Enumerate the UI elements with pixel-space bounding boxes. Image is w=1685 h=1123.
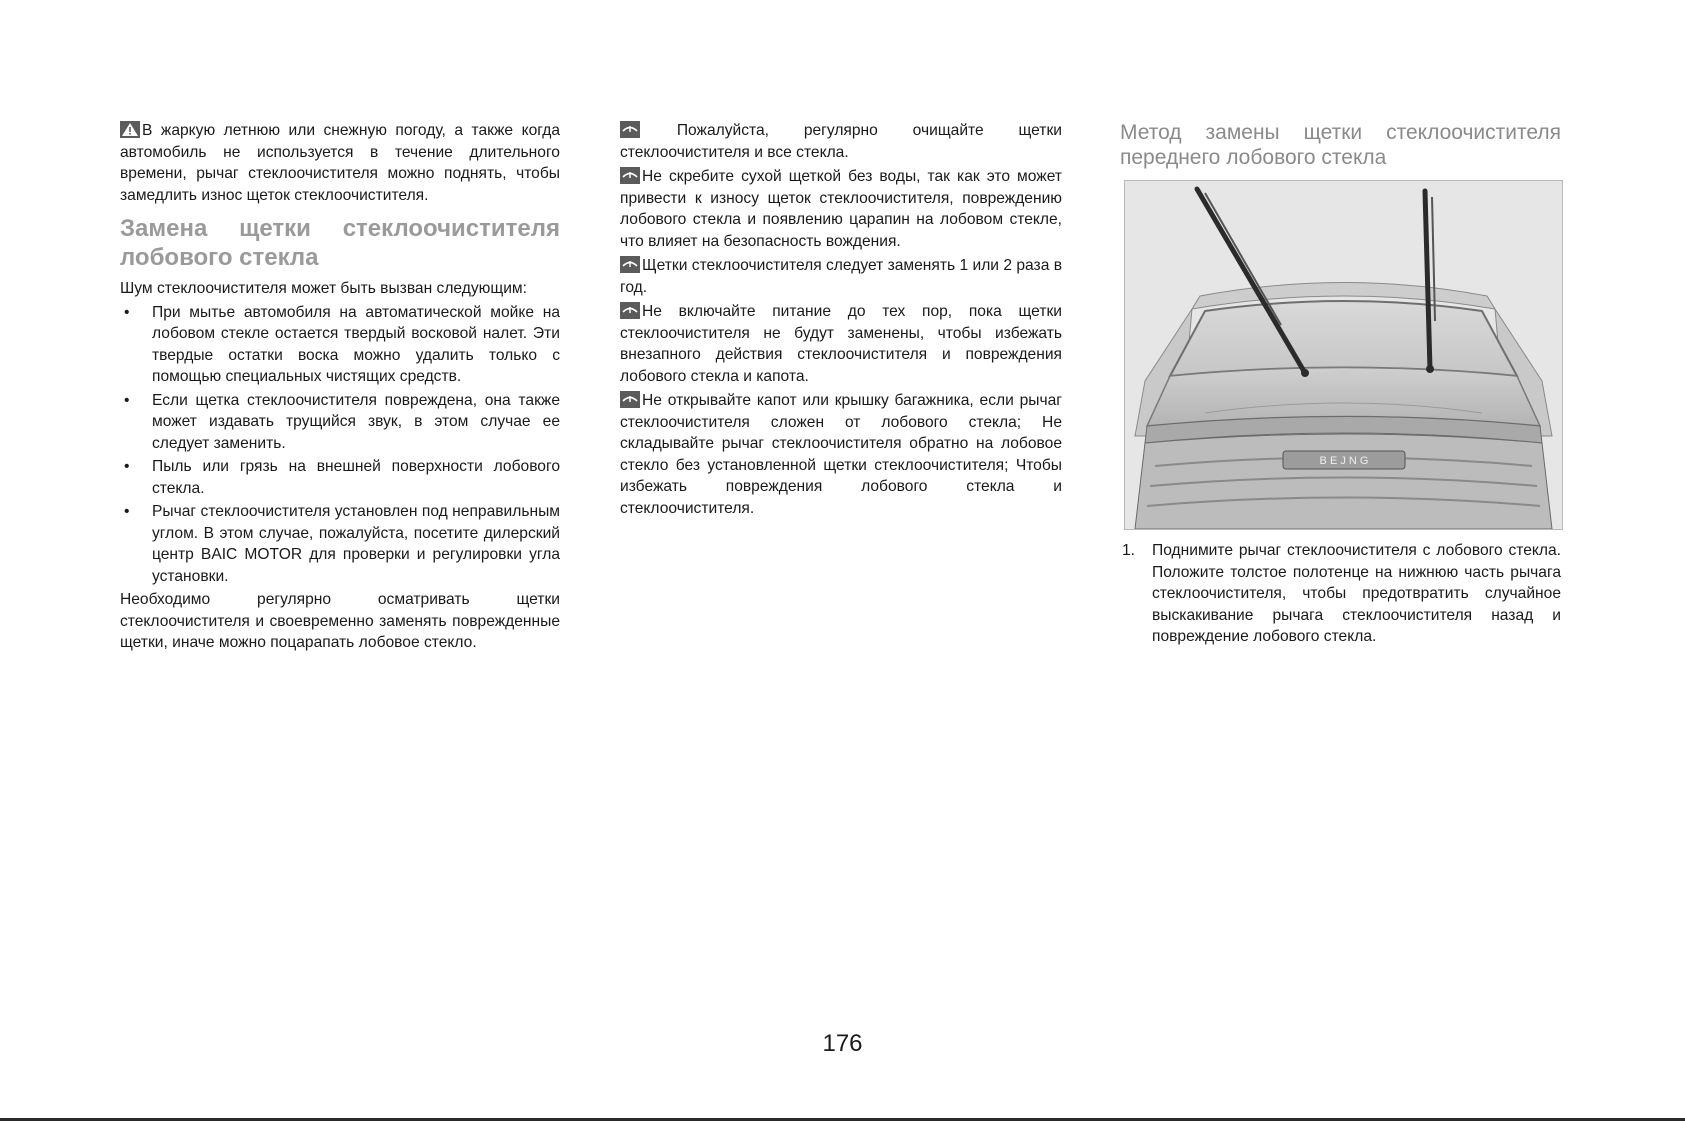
list-item: • Пыль или грязь на внешней поверхности лобового стекла.	[124, 458, 560, 497]
note-paragraph: Не включайте питание до тех пор, пока щетки стеклоочистителя не будут заменены, чтобы избежать внезапного действия стеклоочистителя и повреждения лобового стекла и капота.	[620, 303, 1062, 385]
note-paragraph: Не открывайте капот или крышку багажника, если рычаг стеклоочистителя сложен от лобового стекла; Не складывайте рычаг стеклоочистителя обратно на лобовое стекло без установленной щетки стеклоочистителя; Чтобы избежать повреждения лобового стекла и стеклоочистителя.	[620, 392, 1062, 517]
section-heading: Замена щетки стеклоочистителя лобового стекла	[120, 215, 560, 271]
list-item: • Рычаг стеклоочистителя установлен под неправильным углом. В этом случае, пожалуйста, посетите дилерский центр BAIC MOTOR для проверки и регулировки угла установки.	[124, 503, 560, 585]
bullet-symbol: •	[124, 391, 130, 409]
wiper-note-icon	[620, 256, 640, 273]
note-paragraph: Щетки стеклоочистителя следует заменять 1 или 2 раза в год.	[620, 257, 1062, 296]
warning-text: В жаркую летнюю или снежную погоду, а также когда автомобиль не используется в течение длительного времени, рычаг стеклоочистителя можно поднять, чтобы замедлить износ щеток стеклоочистителя.	[120, 122, 560, 204]
page-number: 176	[822, 1030, 863, 1057]
list-item: • При мытье автомобиля на автоматической мойке на лобовом стекле остается твердый восковой налет. Эти твердые остатки воска можно удалить только с помощью специальных чистящих средств.	[124, 303, 560, 385]
wiper-note-icon	[620, 167, 640, 184]
left-column	[120, 120, 560, 654]
grille-badge: B E J N G	[1319, 455, 1369, 467]
step-number: 1.	[1122, 542, 1136, 559]
wiper-illustration	[1124, 180, 1563, 530]
intro-text: Шум стеклоочистителя может быть вызван следующим:	[120, 280, 527, 297]
step-text: Поднимите рычаг стеклоочистителя с лобового стекла. Положите толстое полотенце на нижнюю часть рычага стеклоочистителя, чтобы предотвратить случайное выскакивание рычага стеклоочистителя назад и повреждение лобового стекла.	[1152, 542, 1561, 645]
middle-column	[620, 120, 1062, 522]
warning-paragraph	[120, 120, 560, 206]
bullet-symbol: •	[124, 303, 130, 321]
method-heading: Метод замены щетки стеклоочистителя переднего лобового стекла	[1120, 121, 1561, 169]
wiper-note-icon	[620, 121, 640, 138]
cause-list	[120, 302, 560, 588]
closing-paragraph: Необходимо регулярно осматривать щетки стеклоочистителя и своевременно заменять поврежденные щетки, иначе можно поцарапать лобовое стекло.	[120, 591, 560, 651]
warning-triangle-icon	[120, 121, 140, 138]
wiper-note-icon	[620, 302, 640, 319]
replacement-steps	[1120, 540, 1561, 648]
note-paragraph: Пожалуйста, регулярно очищайте щетки стеклоочистителя и все стекла.	[620, 122, 1062, 161]
right-column	[1120, 120, 1561, 648]
list-item: • Если щетка стеклоочистителя повреждена, она также может издавать трущийся звук, в этом случае ее следует заменить.	[124, 391, 560, 452]
bullet-symbol: •	[124, 458, 130, 475]
bottom-rule	[0, 1118, 1685, 1121]
bullet-symbol: •	[124, 503, 130, 520]
step-item	[1120, 540, 1561, 648]
wiper-note-icon	[620, 391, 640, 408]
note-paragraph: Не скребите сухой щеткой без воды, так как это может привести к износу щеток стеклоочистителя, повреждению лобового стекла и появлению царапин на лобовом стекле, что влияет на безопасность вождения.	[620, 168, 1062, 250]
